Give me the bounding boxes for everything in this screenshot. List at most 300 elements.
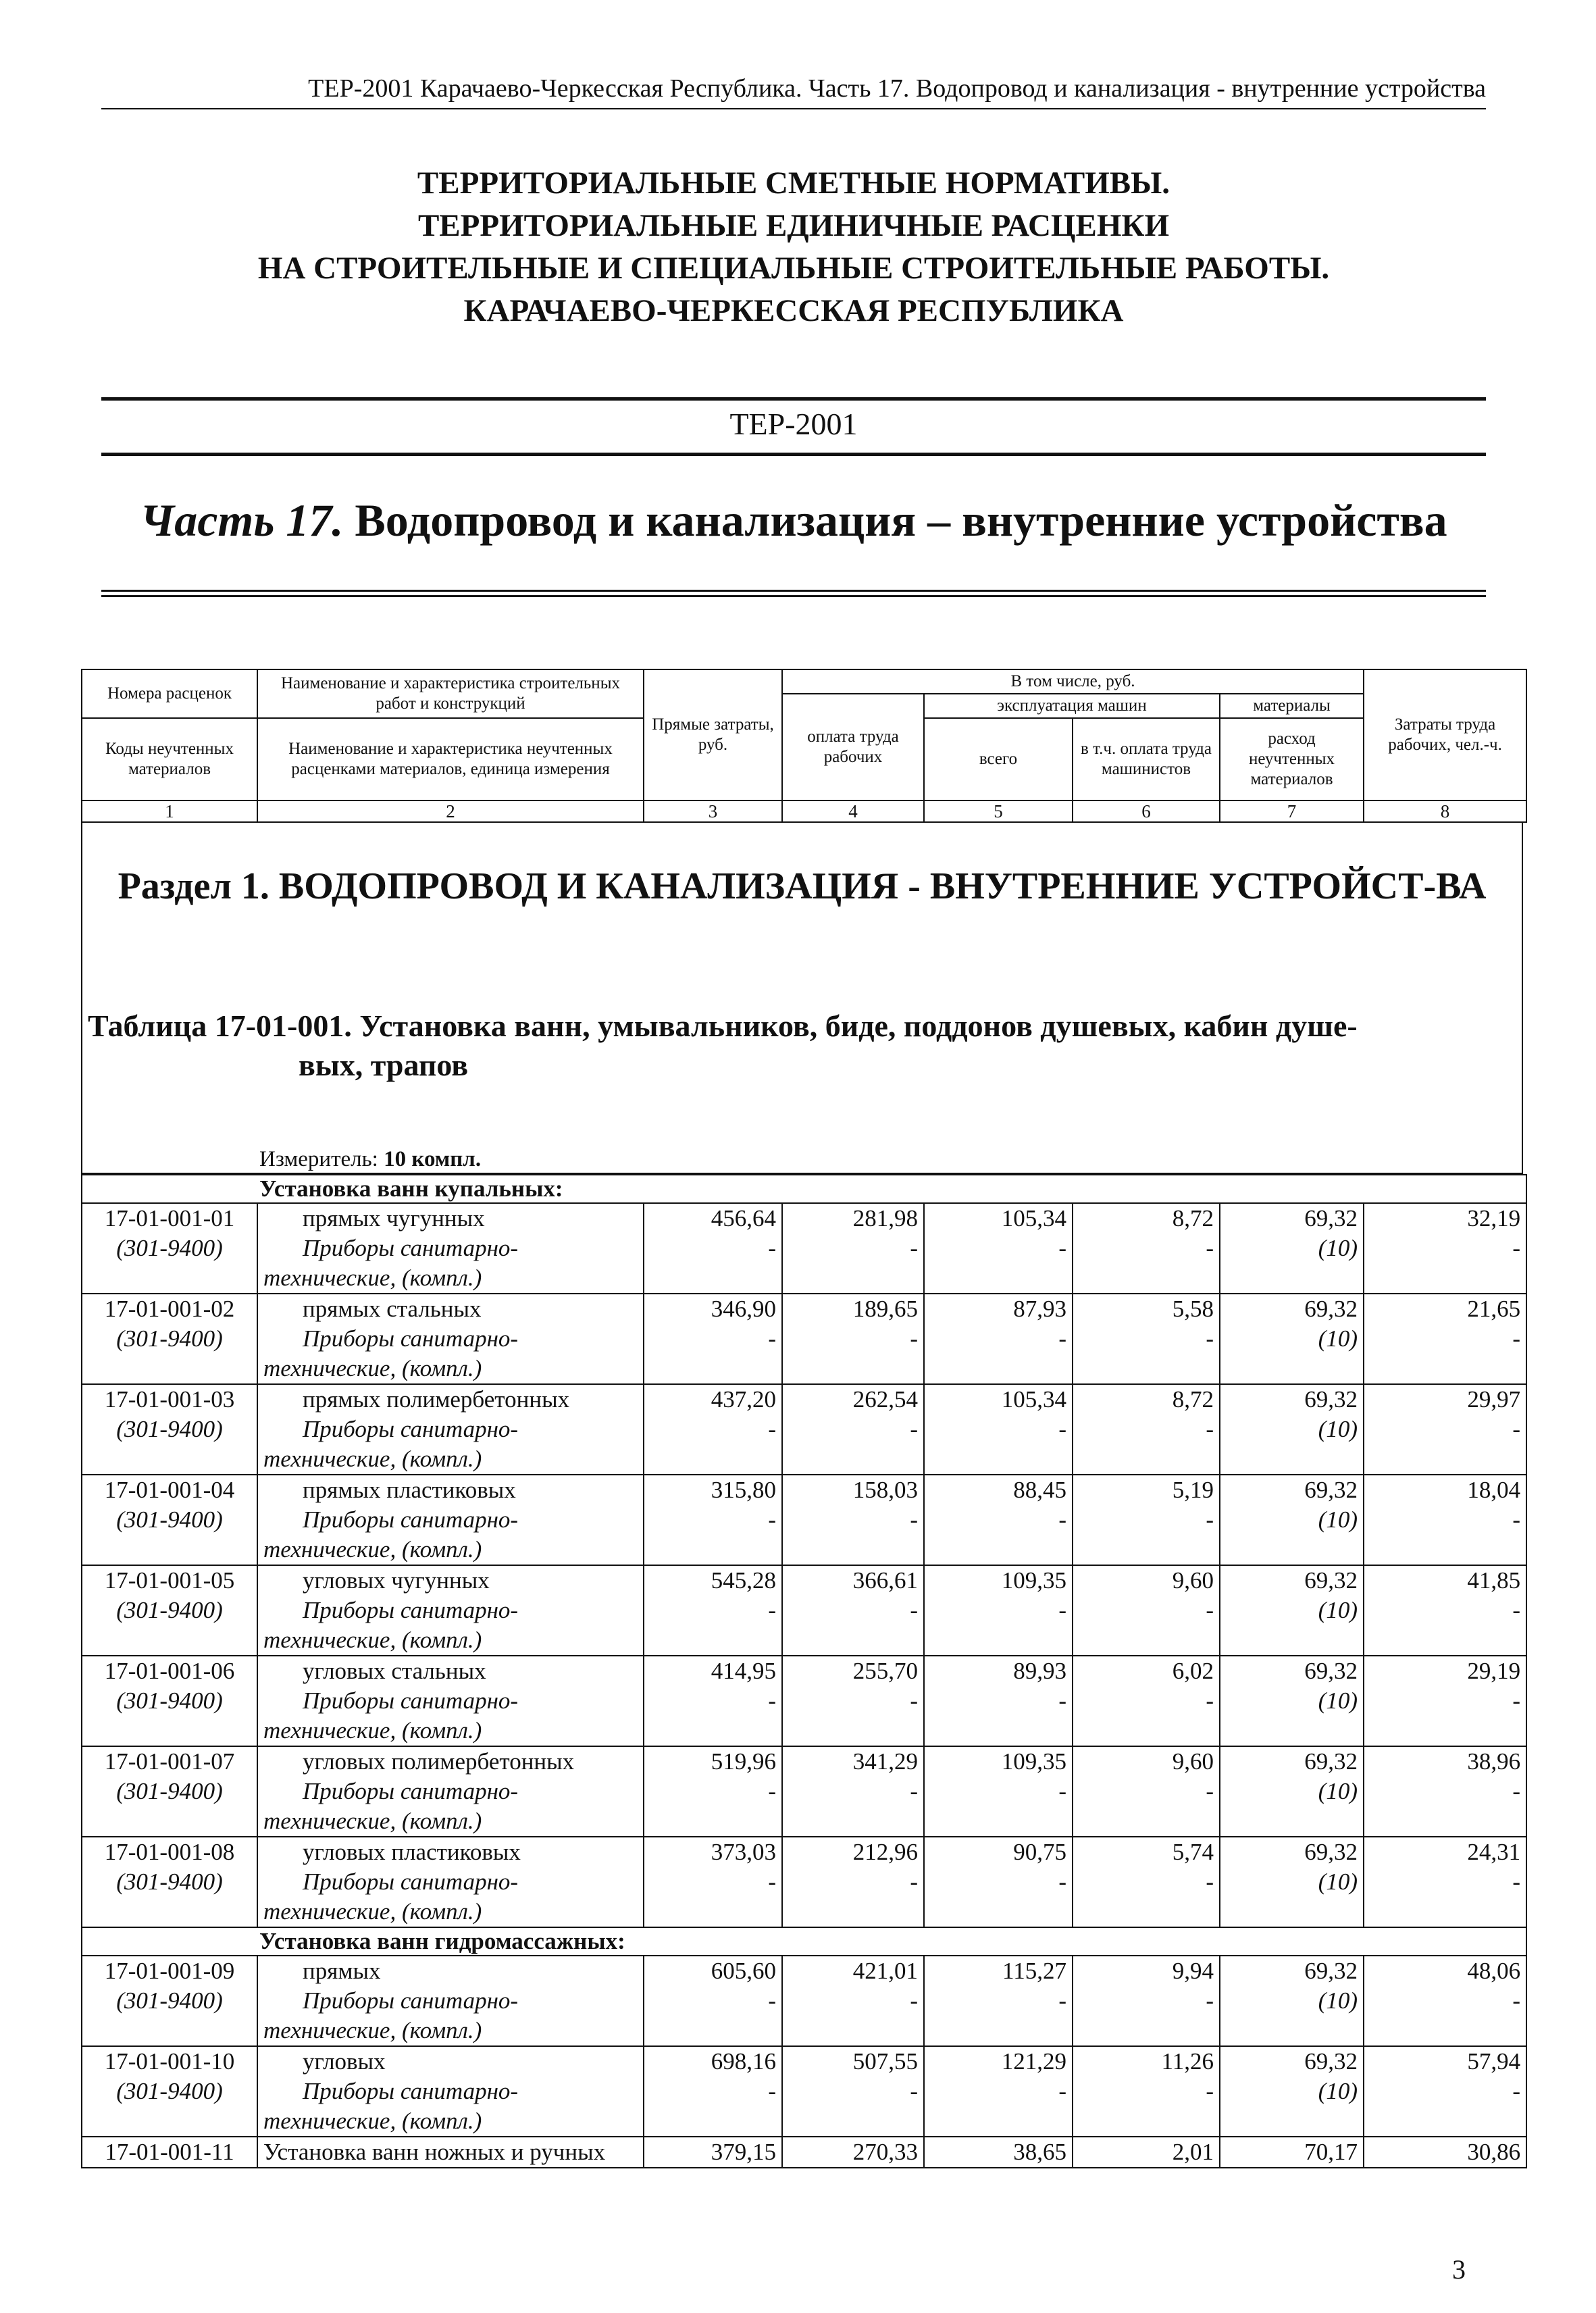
machinist-pay: 2,01 <box>1172 2139 1214 2165</box>
machinist-pay-cell <box>1073 1837 1220 1927</box>
labor-hours-cell <box>1364 2046 1526 2137</box>
direct-costs-cell <box>644 1656 782 1746</box>
header-labor-costs: Затраты труда рабочих, чел.-ч. <box>1364 669 1526 800</box>
empty-dash: - <box>910 2078 918 2104</box>
header-direct-costs: Прямые затраты, руб. <box>644 669 782 800</box>
empty-dash: - <box>1512 1506 1521 1533</box>
empty-dash: - <box>768 1987 776 2014</box>
rate-code-cell <box>82 1656 257 1746</box>
labor-pay-cell <box>782 1565 924 1656</box>
material-name: Приборы санитарно- <box>303 1416 519 1442</box>
material-name: технические, (компл.) <box>263 1717 482 1744</box>
direct-costs: 346,90 <box>711 1296 776 1322</box>
material-quantity: (10) <box>1318 2078 1358 2104</box>
machinist-pay: 5,58 <box>1172 1296 1214 1322</box>
table-row <box>82 2046 1526 2137</box>
rate-name-cell <box>257 1656 644 1746</box>
rate-name: Установка ванн ножных и ручных <box>263 2139 606 2165</box>
machines-total-cell <box>924 1837 1073 1927</box>
materials-cost-cell <box>1220 1294 1364 1384</box>
materials-cost-cell <box>1220 1565 1364 1656</box>
empty-dash: - <box>1512 1778 1521 1804</box>
machinist-pay: 6,02 <box>1172 1658 1214 1684</box>
part-title <box>101 492 1486 549</box>
material-name: Приборы санитарно- <box>303 1325 519 1352</box>
rate-code: 17-01-001-11 <box>105 2139 234 2165</box>
machinist-pay: 5,74 <box>1172 1839 1214 1865</box>
labor-pay-cell <box>782 1384 924 1475</box>
labor-pay: 212,96 <box>852 1839 918 1865</box>
machines-total-cell <box>924 1203 1073 1294</box>
empty-dash: - <box>1512 1325 1521 1352</box>
materials-cost-cell <box>1220 1475 1364 1565</box>
header-machines: эксплуатация машин <box>924 694 1220 718</box>
materials-cost-cell <box>1220 1746 1364 1837</box>
rate-name: прямых <box>303 1958 381 1984</box>
labor-pay-cell <box>782 1475 924 1565</box>
rate-code-cell <box>82 1475 257 1565</box>
rate-name-cell <box>257 1203 644 1294</box>
empty-dash: - <box>768 1687 776 1714</box>
machinist-pay: 11,26 <box>1161 2048 1214 2075</box>
machines-total: 109,35 <box>1001 1748 1066 1775</box>
empty-dash: - <box>768 1416 776 1442</box>
subheading-row <box>82 1175 1526 1203</box>
material-code: (301-9400) <box>116 1597 223 1623</box>
direct-costs-cell <box>644 1565 782 1656</box>
labor-hours: 21,65 <box>1467 1296 1521 1322</box>
machines-total: 115,27 <box>1002 1958 1066 1984</box>
material-name: технические, (компл.) <box>263 1446 482 1472</box>
materials-cost-cell <box>1220 1656 1364 1746</box>
part-name: Водопровод и канализация – внутренние устройства <box>355 494 1447 546</box>
rate-code: 17-01-001-04 <box>104 1477 235 1503</box>
empty-dash: - <box>1206 2078 1214 2104</box>
material-quantity: (10) <box>1318 1687 1358 1714</box>
machinist-pay: 9,60 <box>1172 1748 1214 1775</box>
materials-cost: 69,32 <box>1304 1748 1358 1775</box>
machinist-pay-cell <box>1073 1294 1220 1384</box>
rate-code: 17-01-001-02 <box>104 1296 235 1322</box>
section-title: Раздел 1. ВОДОПРОВОД И КАНАЛИЗАЦИЯ - ВНУТРЕННИЕ УСТРОЙСТ-ВА <box>118 865 1487 907</box>
empty-dash: - <box>910 1506 918 1533</box>
labor-hours-cell <box>1364 1956 1526 2046</box>
measure-label: Измеритель: <box>259 1147 378 1171</box>
header-material-names: Наименование и характеристика неучтенных расценками материалов, единица измерения <box>257 718 644 800</box>
table-row <box>82 1384 1526 1475</box>
header-materials: материалы <box>1220 694 1364 718</box>
machines-total: 87,93 <box>1013 1296 1066 1322</box>
rate-code-cell <box>82 1203 257 1294</box>
direct-costs-cell <box>644 1837 782 1927</box>
rate-name-cell <box>257 1746 644 1837</box>
title-line-1: ТЕРРИТОРИАЛЬНЫЕ СМЕТНЫЕ НОРМАТИВЫ. <box>417 166 1170 201</box>
empty-dash: - <box>910 1235 918 1261</box>
rate-code-cell <box>82 2137 257 2168</box>
empty-dash: - <box>768 1325 776 1352</box>
material-name: Приборы санитарно- <box>303 2078 519 2104</box>
labor-hours-cell <box>1364 1294 1526 1384</box>
rate-code: 17-01-001-01 <box>104 1205 235 1231</box>
labor-pay-cell <box>782 2046 924 2137</box>
material-name: Приборы санитарно- <box>303 1987 519 2014</box>
machines-total-cell <box>924 1956 1073 2046</box>
materials-cost: 69,32 <box>1304 1958 1358 1984</box>
labor-hours: 32,19 <box>1467 1205 1521 1231</box>
title-line-4: КАРАЧАЕВО-ЧЕРКЕССКАЯ РЕСПУБЛИКА <box>463 293 1124 328</box>
subheading-row <box>82 1927 1526 1956</box>
labor-hours-cell <box>1364 1746 1526 1837</box>
column-number: 2 <box>257 800 644 822</box>
table-row <box>82 1565 1526 1656</box>
empty-dash: - <box>1058 1987 1066 2014</box>
empty-dash: - <box>1512 1869 1521 1895</box>
labor-pay-cell <box>782 1203 924 1294</box>
rate-code-cell <box>82 1746 257 1837</box>
empty-dash: - <box>1058 1687 1066 1714</box>
rate-name: угловых чугунных <box>303 1567 490 1594</box>
empty-dash: - <box>768 1869 776 1895</box>
machinist-pay-cell <box>1073 2137 1220 2168</box>
empty-dash: - <box>910 1869 918 1895</box>
table-body <box>81 1174 1527 2168</box>
empty-dash: - <box>910 1325 918 1352</box>
labor-hours-cell <box>1364 1837 1526 1927</box>
table-header <box>81 669 1527 823</box>
rate-code: 17-01-001-03 <box>104 1386 235 1413</box>
rate-code-cell <box>82 1565 257 1656</box>
subheading: Установка ванн купальных: <box>82 1175 1526 1203</box>
empty-dash: - <box>910 1597 918 1623</box>
direct-costs: 456,64 <box>711 1205 776 1231</box>
code-title: ТЕР-2001 <box>729 407 858 441</box>
material-quantity: (10) <box>1318 1869 1358 1895</box>
direct-costs: 414,95 <box>711 1658 776 1684</box>
direct-costs-cell <box>644 1956 782 2046</box>
materials-cost: 69,32 <box>1304 1477 1358 1503</box>
labor-pay-cell <box>782 1956 924 2046</box>
empty-dash: - <box>1058 1869 1066 1895</box>
header-material-consumption: расход неучтенных материалов <box>1220 718 1364 800</box>
material-name: технические, (компл.) <box>263 2108 482 2134</box>
empty-dash: - <box>1058 1416 1066 1442</box>
empty-dash: - <box>1058 1778 1066 1804</box>
machines-total-cell <box>924 1384 1073 1475</box>
labor-pay: 255,70 <box>852 1658 918 1684</box>
direct-costs: 379,15 <box>711 2139 776 2165</box>
labor-hours-cell <box>1364 1565 1526 1656</box>
labor-pay-cell <box>782 1294 924 1384</box>
column-number: 4 <box>782 800 924 822</box>
table-row <box>82 1956 1526 2046</box>
material-name: Приборы санитарно- <box>303 1597 519 1623</box>
materials-cost: 69,32 <box>1304 1205 1358 1231</box>
empty-dash: - <box>1206 1987 1214 2014</box>
labor-hours-cell <box>1364 2137 1526 2168</box>
machinist-pay-cell <box>1073 1475 1220 1565</box>
column-number: 7 <box>1220 800 1364 822</box>
labor-pay: 270,33 <box>852 2139 918 2165</box>
machines-total: 109,35 <box>1001 1567 1066 1594</box>
material-quantity: (10) <box>1318 1235 1358 1261</box>
direct-costs-cell <box>644 1203 782 1294</box>
material-code: (301-9400) <box>116 1778 223 1804</box>
materials-cost: 69,32 <box>1304 2048 1358 2075</box>
machinist-pay-cell <box>1073 1656 1220 1746</box>
header-work-name: Наименование и характеристика строительных работ и конструкций <box>257 669 644 718</box>
table-row <box>82 2137 1526 2168</box>
rate-code: 17-01-001-10 <box>104 2048 235 2075</box>
column-number: 8 <box>1364 800 1526 822</box>
rate-name: угловых стальных <box>303 1658 486 1684</box>
material-name: технические, (компл.) <box>263 1627 482 1653</box>
empty-dash: - <box>1512 1597 1521 1623</box>
machines-total: 38,65 <box>1013 2139 1066 2165</box>
measure-unit <box>259 1146 481 1173</box>
rate-name-cell <box>257 2046 644 2137</box>
labor-hours: 18,04 <box>1467 1477 1521 1503</box>
materials-cost-cell <box>1220 2137 1364 2168</box>
material-code: (301-9400) <box>116 1869 223 1895</box>
labor-hours-cell <box>1364 1384 1526 1475</box>
materials-cost-cell <box>1220 1384 1364 1475</box>
materials-cost-cell <box>1220 2046 1364 2137</box>
title-line-3: НА СТРОИТЕЛЬНЫЕ И СПЕЦИАЛЬНЫЕ СТРОИТЕЛЬНЫЕ РАБОТЫ. <box>257 251 1330 286</box>
machines-total: 89,93 <box>1013 1658 1066 1684</box>
machinist-pay: 5,19 <box>1172 1477 1214 1503</box>
direct-costs: 698,16 <box>711 2048 776 2075</box>
machinist-pay: 8,72 <box>1172 1205 1214 1231</box>
rate-name: прямых стальных <box>303 1296 482 1322</box>
measure-rule <box>82 1173 1522 1174</box>
labor-hours: 48,06 <box>1467 1958 1521 1984</box>
machines-total: 105,34 <box>1001 1386 1066 1413</box>
empty-dash: - <box>1206 1325 1214 1352</box>
measure-value: 10 компл. <box>384 1147 482 1171</box>
running-header-rule <box>101 108 1486 109</box>
part-rule-top <box>101 590 1486 592</box>
machines-total-cell <box>924 1746 1073 1837</box>
materials-cost: 69,32 <box>1304 1296 1358 1322</box>
material-code: (301-9400) <box>116 1987 223 2014</box>
machines-total-cell <box>924 1656 1073 1746</box>
header-machines-total: всего <box>924 718 1073 800</box>
materials-cost: 70,17 <box>1304 2139 1358 2165</box>
labor-pay: 507,55 <box>852 2048 918 2075</box>
direct-costs-cell <box>644 2137 782 2168</box>
rate-name-cell <box>257 1956 644 2046</box>
direct-costs: 315,80 <box>711 1477 776 1503</box>
rate-code-cell <box>82 1384 257 1475</box>
machines-total: 105,34 <box>1001 1205 1066 1231</box>
rate-name-cell <box>257 1475 644 1565</box>
labor-pay-cell <box>782 2137 924 2168</box>
running-header: ТЕР-2001 Карачаево-Черкесская Республика. Часть 17. Водопровод и канализация - внутренние устройства <box>308 74 1486 103</box>
direct-costs-cell <box>644 2046 782 2137</box>
material-code: (301-9400) <box>116 1325 223 1352</box>
empty-dash: - <box>1206 1778 1214 1804</box>
material-quantity: (10) <box>1318 1987 1358 2014</box>
machines-total: 121,29 <box>1001 2048 1066 2075</box>
labor-hours: 41,85 <box>1467 1567 1521 1594</box>
empty-dash: - <box>1206 1597 1214 1623</box>
rate-code-cell <box>82 2046 257 2137</box>
empty-dash: - <box>910 1987 918 2014</box>
rate-name-cell <box>257 2137 644 2168</box>
direct-costs-cell <box>644 1475 782 1565</box>
page-number: 3 <box>1452 2254 1466 2285</box>
machinist-pay: 9,60 <box>1172 1567 1214 1594</box>
empty-dash: - <box>1512 1235 1521 1261</box>
code-title-bottom-rule <box>101 453 1486 456</box>
labor-pay: 262,54 <box>852 1386 918 1413</box>
material-name: Приборы санитарно- <box>303 1687 519 1714</box>
machines-total-cell <box>924 1565 1073 1656</box>
column-number: 3 <box>644 800 782 822</box>
material-quantity: (10) <box>1318 1325 1358 1352</box>
material-name: технические, (компл.) <box>263 1265 482 1291</box>
rate-code: 17-01-001-07 <box>104 1748 235 1775</box>
table-row <box>82 1475 1526 1565</box>
empty-dash: - <box>768 1778 776 1804</box>
material-code: (301-9400) <box>116 1506 223 1533</box>
labor-hours: 29,97 <box>1467 1386 1521 1413</box>
header-rate-numbers: Номера расценок <box>82 669 257 718</box>
materials-cost: 69,32 <box>1304 1567 1358 1594</box>
direct-costs: 373,03 <box>711 1839 776 1865</box>
direct-costs-cell <box>644 1294 782 1384</box>
material-name: технические, (компл.) <box>263 1898 482 1925</box>
empty-dash: - <box>1058 2078 1066 2104</box>
table-title-line-1: Таблица 17-01-001. Установка ванн, умывальников, биде, поддонов душевых, кабин душе- <box>88 1009 1358 1043</box>
empty-dash: - <box>1058 1597 1066 1623</box>
direct-costs-cell <box>644 1384 782 1475</box>
rate-name: прямых пластиковых <box>303 1477 516 1503</box>
material-code: (301-9400) <box>116 2078 223 2104</box>
labor-pay: 341,29 <box>852 1748 918 1775</box>
empty-dash: - <box>910 1778 918 1804</box>
labor-hours: 30,86 <box>1467 2139 1521 2165</box>
column-number: 1 <box>82 800 257 822</box>
empty-dash: - <box>1058 1325 1066 1352</box>
empty-dash: - <box>1512 1416 1521 1442</box>
materials-cost: 69,32 <box>1304 1658 1358 1684</box>
direct-costs: 545,28 <box>711 1567 776 1594</box>
material-name: технические, (компл.) <box>263 1536 482 1562</box>
machines-total-cell <box>924 1294 1073 1384</box>
material-name: Приборы санитарно- <box>303 1506 519 1533</box>
labor-hours: 24,31 <box>1467 1839 1521 1865</box>
machines-total-cell <box>924 1475 1073 1565</box>
subheading: Установка ванн гидромассажных: <box>82 1927 1526 1956</box>
empty-dash: - <box>1512 1687 1521 1714</box>
material-name: Приборы санитарно- <box>303 1235 519 1261</box>
title-line-2: ТЕРРИТОРИАЛЬНЫЕ ЕДИНИЧНЫЕ РАСЦЕНКИ <box>417 208 1170 243</box>
rate-name-cell <box>257 1565 644 1656</box>
column-number: 5 <box>924 800 1073 822</box>
header-including-group: В том числе, руб. <box>782 669 1364 694</box>
empty-dash: - <box>1058 1235 1066 1261</box>
machines-total-cell <box>924 2046 1073 2137</box>
empty-dash: - <box>1206 1506 1214 1533</box>
rate-code-cell <box>82 1294 257 1384</box>
machinist-pay: 8,72 <box>1172 1386 1214 1413</box>
empty-dash: - <box>768 2078 776 2104</box>
empty-dash: - <box>768 1235 776 1261</box>
rate-name: прямых чугунных <box>303 1205 485 1231</box>
labor-pay-cell <box>782 1656 924 1746</box>
rate-name: прямых полимербетонных <box>303 1386 570 1413</box>
labor-hours-cell <box>1364 1656 1526 1746</box>
rate-name: угловых <box>303 2048 386 2075</box>
material-name: технические, (компл.) <box>263 1355 482 1381</box>
labor-pay: 421,01 <box>852 1958 918 1984</box>
part-rule-bottom <box>101 595 1486 597</box>
rate-name-cell <box>257 1294 644 1384</box>
empty-dash: - <box>1206 1869 1214 1895</box>
machines-total-cell <box>924 2137 1073 2168</box>
labor-hours-cell <box>1364 1203 1526 1294</box>
machines-total: 90,75 <box>1013 1839 1066 1865</box>
materials-cost-cell <box>1220 1837 1364 1927</box>
machinist-pay: 9,94 <box>1172 1958 1214 1984</box>
header-labor-pay: оплата труда рабочих <box>782 694 924 800</box>
empty-dash: - <box>1512 1987 1521 2014</box>
rate-name-cell <box>257 1837 644 1927</box>
material-quantity: (10) <box>1318 1416 1358 1442</box>
labor-pay-cell <box>782 1746 924 1837</box>
labor-pay: 158,03 <box>852 1477 918 1503</box>
direct-costs: 605,60 <box>711 1958 776 1984</box>
empty-dash: - <box>1206 1235 1214 1261</box>
labor-hours: 29,19 <box>1467 1658 1521 1684</box>
empty-dash: - <box>768 1597 776 1623</box>
table-row <box>82 1656 1526 1746</box>
labor-pay: 189,65 <box>852 1296 918 1322</box>
materials-cost-cell <box>1220 1956 1364 2046</box>
material-name: технические, (компл.) <box>263 2017 482 2043</box>
direct-costs-cell <box>644 1746 782 1837</box>
empty-dash: - <box>910 1687 918 1714</box>
direct-costs: 437,20 <box>711 1386 776 1413</box>
table-row <box>82 1203 1526 1294</box>
empty-dash: - <box>1206 1416 1214 1442</box>
table-row <box>82 1294 1526 1384</box>
machinist-pay-cell <box>1073 1203 1220 1294</box>
machinist-pay-cell <box>1073 1956 1220 2046</box>
machinist-pay-cell <box>1073 1746 1220 1837</box>
table-title <box>88 1007 1513 1085</box>
machinist-pay-cell <box>1073 2046 1220 2137</box>
empty-dash: - <box>768 1506 776 1533</box>
rate-code: 17-01-001-08 <box>104 1839 235 1865</box>
table-title-line-2: вых, трапов <box>299 1048 469 1082</box>
code-title-top-rule <box>101 397 1486 401</box>
header-machinist-pay: в т.ч. оплата труда машинистов <box>1073 718 1220 800</box>
empty-dash: - <box>1058 1506 1066 1533</box>
material-quantity: (10) <box>1318 1597 1358 1623</box>
rate-name: угловых полимербетонных <box>303 1748 575 1775</box>
rate-code: 17-01-001-06 <box>104 1658 235 1684</box>
labor-pay: 366,61 <box>852 1567 918 1594</box>
material-quantity: (10) <box>1318 1778 1358 1804</box>
section-block <box>81 823 1523 1174</box>
rate-name: угловых пластиковых <box>303 1839 521 1865</box>
labor-pay: 281,98 <box>852 1205 918 1231</box>
machinist-pay-cell <box>1073 1565 1220 1656</box>
material-code: (301-9400) <box>116 1235 223 1261</box>
table-row <box>82 1746 1526 1837</box>
